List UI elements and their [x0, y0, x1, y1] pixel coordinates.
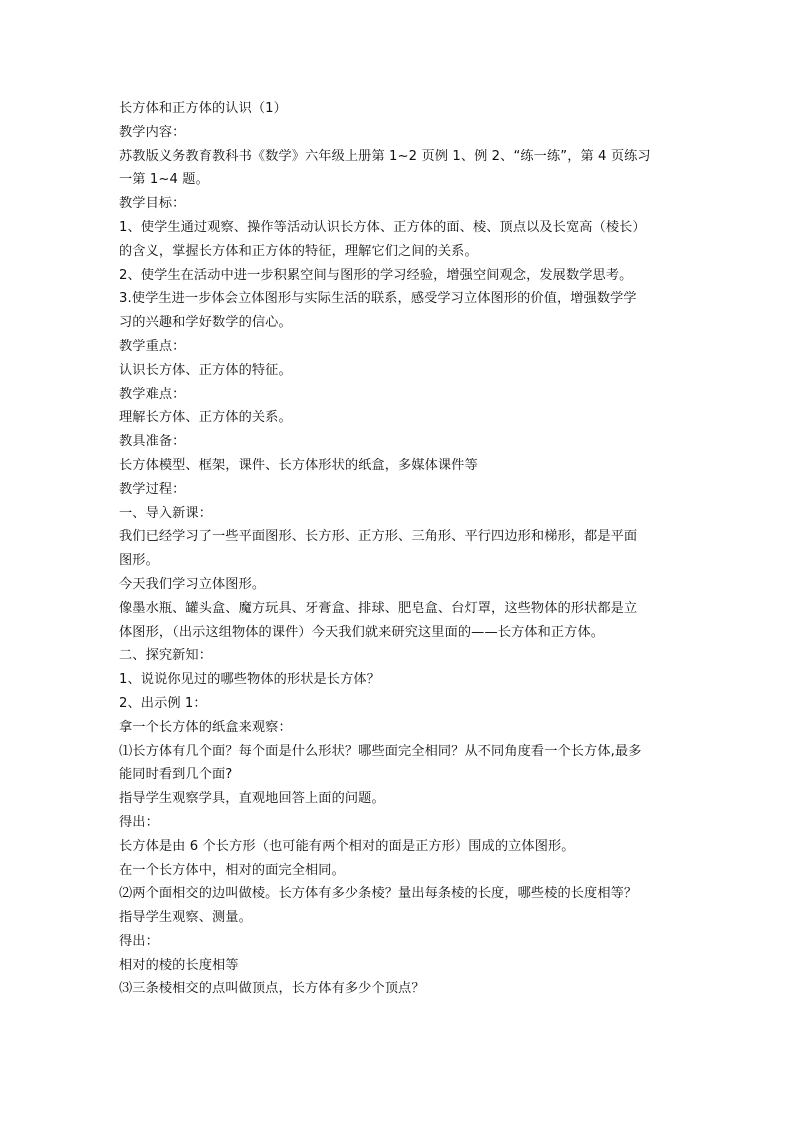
- section-heading: 教具准备：: [119, 434, 186, 450]
- paragraph-line: 像墨水瓶、罐头盒、魔方玩具、牙膏盒、排球、肥皂盒、台灯罩，这些物体的形状都是立: [119, 600, 638, 616]
- paragraph-line: 认识长方体、正方体的特征。: [119, 362, 292, 378]
- section-heading: 教学难点：: [119, 386, 186, 402]
- paragraph-line: 1、使学生通过观察、操作等活动认识长方体、正方体的面、棱、顶点以及长宽高（棱长）: [119, 219, 646, 235]
- paragraph-line: 拿一个长方体的纸盒来观察：: [119, 719, 292, 735]
- paragraph-line: 能同时看到几个面?: [119, 767, 233, 783]
- section-heading: 教学目标：: [119, 196, 186, 212]
- paragraph-line: 习的兴趣和学好数学的信心。: [119, 315, 292, 331]
- paragraph-line: ⑴长方体有几个面？每个面是什么形状？哪些面完全相同？从不同角度看一个长方体,最多: [119, 743, 642, 759]
- document-body: [119, 97, 684, 1001]
- paragraph-line: 理解长方体、正方体的关系。: [119, 410, 292, 426]
- paragraph-line: 我们已经学习了一些平面图形、长方形、正方形、三角形、平行四边形和梯形，都是平面: [119, 529, 638, 545]
- paragraph-line: 3.使学生进一步体会立体图形与实际生活的联系，感受学习立体图形的价值，增强数学学: [119, 291, 637, 307]
- section-heading: 教学重点：: [119, 338, 186, 354]
- paragraph-line: 在一个长方体中，相对的面完全相同。: [119, 862, 345, 878]
- paragraph-line: 苏教版义务教育教科书《数学》六年级上册第 1~2 页例 1、例 2、“练一练”，第 4 页练习: [119, 148, 651, 164]
- paragraph-line: ⑶三条棱相交的点叫做顶点，长方体有多少个顶点？: [119, 981, 425, 997]
- paragraph-line: 长方体是由 6 个长方形（也可能有两个相对的面是正方形）围成的立体图形。: [119, 838, 575, 854]
- paragraph-line: 的含义，掌握长方体和正方体的特征，理解它们之间的关系。: [119, 243, 478, 259]
- section-heading: 二、探究新知：: [119, 648, 213, 664]
- paragraph-line: 得出：: [119, 814, 159, 830]
- paragraph-line: ⑵两个面相交的边叫做棱。长方体有多少条棱？量出每条棱的长度，哪些棱的长度相等？: [119, 886, 638, 902]
- paragraph-line: 指导学生观察、测量。: [119, 910, 252, 926]
- paragraph-line: 2、出示例 1：: [119, 695, 207, 711]
- paragraph-line: 1、说说你见过的哪些物体的形状是长方体？: [119, 672, 380, 688]
- section-heading: 一、导入新课：: [119, 505, 213, 521]
- paragraph-line: 2、使学生在活动中进一步积累空间与图形的学习经验，增强空间观念，发展数学思考。: [119, 267, 633, 283]
- paragraph-line: 得出：: [119, 933, 159, 949]
- paragraph-line: 图形。: [119, 553, 159, 569]
- section-heading: 教学内容：: [119, 124, 186, 140]
- section-heading: 教学过程：: [119, 481, 186, 497]
- paragraph-line: 长方体模型、框架，课件、长方体形状的纸盒，多媒体课件等: [119, 457, 478, 473]
- paragraph-line: 今天我们学习立体图形。: [119, 576, 266, 592]
- document-title: 长方体和正方体的认识（1）: [119, 101, 287, 116]
- paragraph-line: 体图形，（出示这组物体的课件）今天我们就来研究这里面的——长方体和正方体。: [119, 624, 605, 640]
- paragraph-line: 指导学生观察学具，直观地回答上面的问题。: [119, 791, 385, 807]
- paragraph-line: 一第 1~4 题。: [119, 172, 209, 188]
- paragraph-line: 相对的棱的长度相等: [119, 957, 239, 973]
